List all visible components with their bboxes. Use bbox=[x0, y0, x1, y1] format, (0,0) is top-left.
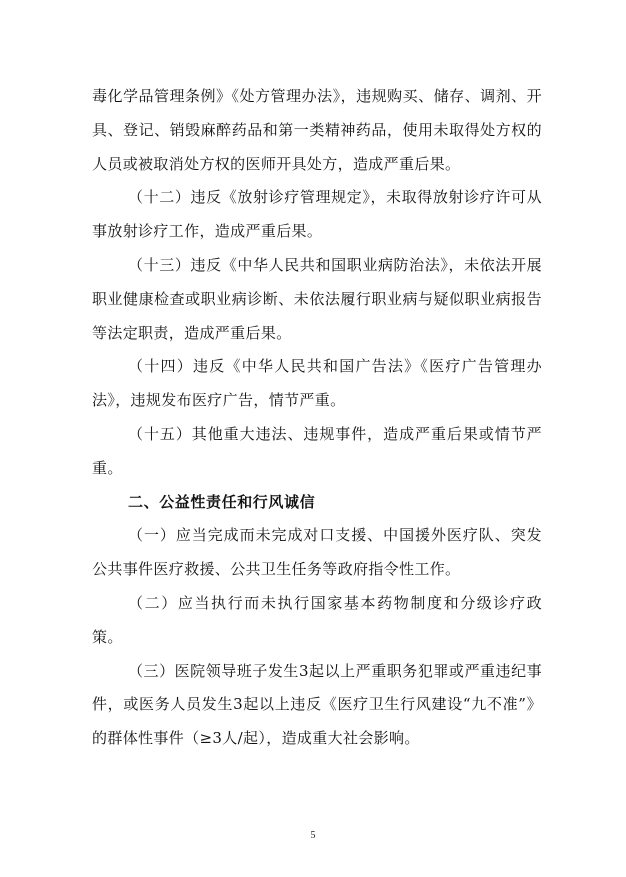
section-paragraph-3: （三）医院领导班子发生3起以上严重职务犯罪或严重违纪事件，或医务人员发生3起以上违反《医疗卫生行风建设“九不准”》的群体性事件（≥3人/起），造成重大社会影响。 bbox=[92, 661, 542, 748]
paragraph-item-13: （十三）违反《中华人民共和国职业病防治法》，未依法开展职业健康检查或职业病诊断、未依法履行职业病与疑似职业病报告等法定职责，造成严重后果。 bbox=[92, 255, 542, 342]
page-number: 5 bbox=[310, 830, 316, 841]
paragraph-continued: 毒化学品管理条例》《处方管理办法》，违规购买、储存、调剂、开具、登记、销毁麻醉药品和第一类精神药品，使用未取得处方权的人员或被取消处方权的医师开具处方，造成严重后果。 bbox=[92, 87, 542, 173]
section-paragraph-2: （二）应当执行而未执行国家基本药物制度和分级诊疗政策。 bbox=[92, 593, 542, 646]
paragraph-item-12: （十二）违反《放射诊疗管理规定》，未取得放射诊疗许可从事放射诊疗工作，造成严重后果。 bbox=[92, 188, 542, 241]
section-heading: 二、公益性责任和行风诚信 bbox=[128, 492, 316, 511]
section-paragraph-1: （一）应当完成而未完成对口支援、中国援外医疗队、突发公共事件医疗救援、公共卫生任务等政府指令性工作。 bbox=[92, 526, 542, 579]
paragraph-item-14: （十四）违反《中华人民共和国广告法》《医疗广告管理办法》，违规发布医疗广告，情节严重。 bbox=[92, 357, 542, 410]
paragraph-item-15: （十五）其他重大违法、违规事件，造成严重后果或情节严重。 bbox=[92, 424, 542, 477]
page-content bbox=[92, 80, 542, 756]
